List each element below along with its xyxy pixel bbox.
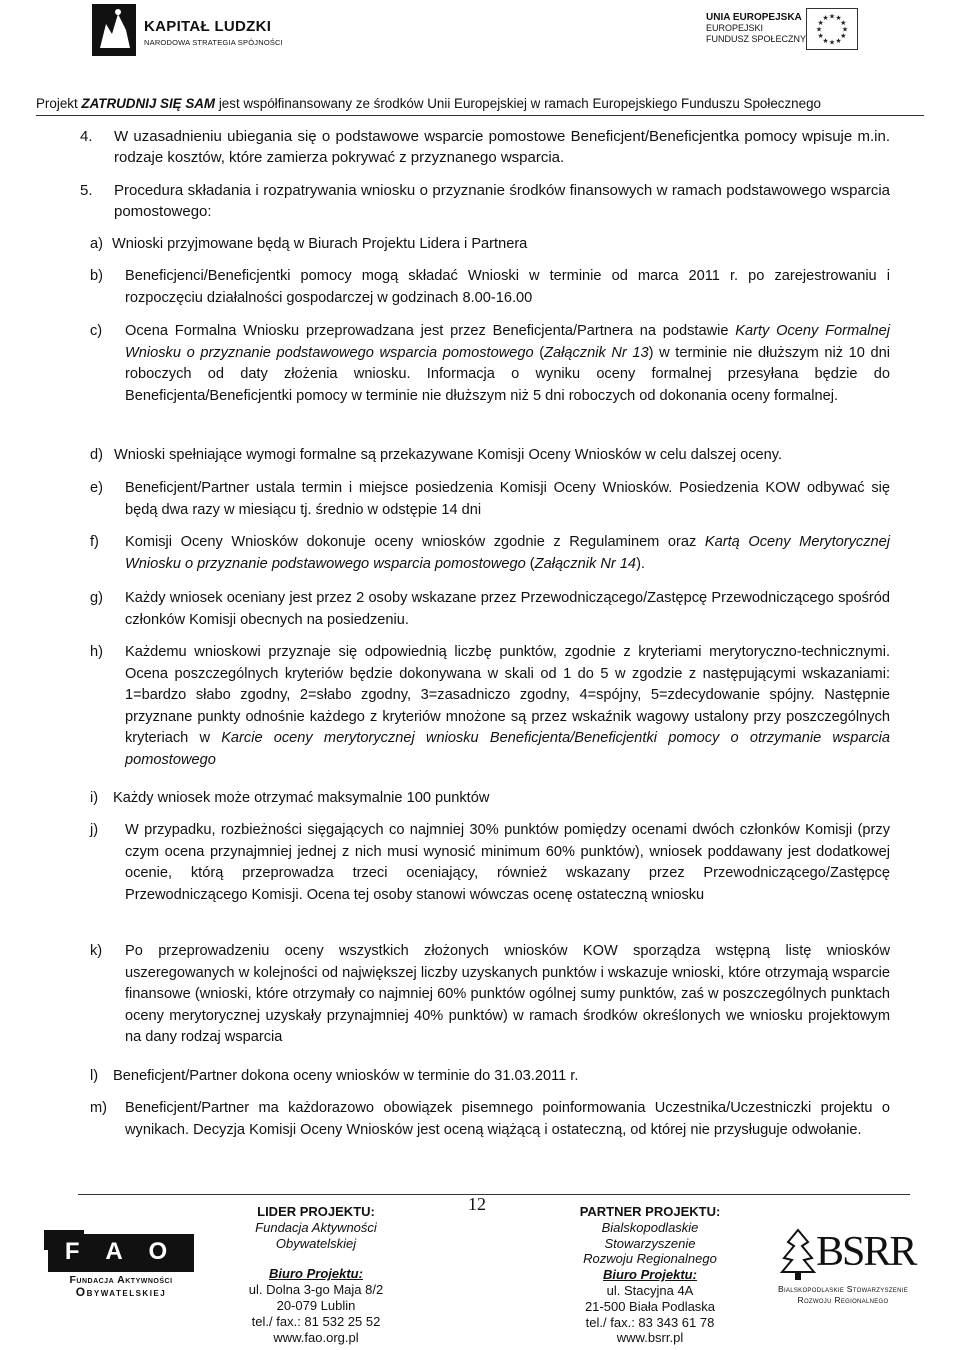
eu-line3: FUNDUSZ SPOŁECZNY — [706, 34, 807, 44]
kapital-ludzki-subtitle: NARODOWA STRATEGIA SPÓJNOŚCI — [144, 38, 283, 47]
item-text: Wnioski spełniające wymogi formalne są przekazywane Komisji Oceny Wniosków w celu dalszej oceny. — [114, 447, 783, 463]
c-italic-2: Załącznik Nr 13 — [544, 344, 649, 361]
eu-star-icon: ★ — [828, 13, 836, 21]
bsrr-line1: Bialskopodlaskie Stowarzyszenie — [777, 1284, 909, 1294]
partner-address-1: ul. Stacyjna 4A — [606, 1282, 694, 1298]
leader-info — [236, 1204, 396, 1345]
eu-star-icon: ★ — [828, 39, 836, 47]
eu-flag-icon — [806, 8, 858, 50]
item-label: e) — [90, 480, 103, 496]
partner-name-2: Stowarzyszenie — [604, 1235, 696, 1251]
paragraph-text: Procedura składania i rozpatrywania wniosku o przyznanie środków finansowych w ramach podstawowego wsparcia pomostowego: — [114, 182, 890, 220]
paragraph-text: W uzasadnieniu ubiegania się o podstawowe wsparcie pomostowe Beneficjent/Beneficjentka pomocy wpisuje m.in. rodzaje kosztów, które zamierza pokrywać z przyznanego wsparcia. — [114, 128, 890, 166]
list-item-a — [90, 234, 890, 256]
paragraph-5 — [80, 180, 890, 222]
list-item-h — [90, 642, 890, 771]
item-label: h) — [90, 644, 103, 660]
fao-letters: F A O — [64, 1238, 178, 1265]
c-text-3: ) w terminie nie dłuższym niż 10 dni roboczych od daty złożenia wniosku. Informacja o wyniku oceny formalnej przesyłana będzie do Beneficjenta/Beneficjentki pomocy w terminie nie dłuższym niż 5 dni roboczych od dokonania oceny formalnej. — [125, 344, 891, 404]
f-text-2: ( — [529, 555, 535, 572]
fao-caption — [44, 1274, 198, 1298]
partner-heading: PARTNER PROJEKTU: — [579, 1204, 721, 1219]
bsrr-logo — [768, 1222, 918, 1314]
item-label: k) — [90, 943, 103, 959]
item-label: g) — [90, 590, 103, 606]
list-item-e — [90, 478, 890, 521]
partner-website: www.bsrr.pl — [616, 1330, 684, 1346]
eu-logo — [706, 8, 866, 54]
item-label: f) — [90, 534, 99, 550]
partner-name-1: Bialskopodlaskie — [601, 1219, 699, 1235]
footer-rule — [78, 1194, 910, 1195]
leader-phone: tel./ fax.: 81 532 25 52 — [251, 1313, 381, 1329]
project-name: ZATRUDNIJ SIĘ SAM — [81, 96, 216, 111]
c-text-1: Ocena Formalna Wniosku przeprowadzana jest przez Beneficjenta/Partnera na podstawie — [125, 323, 729, 339]
eu-star-icon: ★ — [835, 15, 842, 23]
fao-line2: Obywatelskiej — [75, 1285, 167, 1299]
item-text — [90, 321, 890, 407]
page-number: 12 — [468, 1194, 486, 1214]
partner-info — [570, 1204, 730, 1346]
eu-star-icon: ★ — [840, 33, 847, 40]
list-item-k — [90, 941, 890, 1049]
c-italic-1: Karty Oceny Formalnej Wniosku o przyznanie podstawowego wsparcia pomostowego — [125, 323, 890, 361]
project-info-line — [36, 96, 821, 111]
item-label: i) — [90, 790, 99, 806]
header-rule — [36, 115, 924, 116]
partner-office: Biuro Projektu: — [603, 1267, 697, 1283]
item-text: Każdy wniosek oceniany jest przez 2 osoby wskazane przez Przewodniczącego/Zastępcę Przewodniczącego spośród członków Komisji obecnych na posiedzeniu. — [125, 590, 890, 628]
item-label: a) — [90, 236, 103, 252]
item-label: j) — [90, 822, 99, 838]
item-text: Po przeprowadzeniu oceny wszystkich złożonych wniosków KOW sporządza wstępną listę wniosków uszeregowanych w kolejności od największej liczby uzyskanych punktów i wskazuje wnioski, które otrzymają wsparcie finansowe (wnioski, które otrzymały co najmniej 60% punktów ogólnej sumy punktów, zaś w poszczególnych punktach oceny merytorycznej uzyskały przynajmniej 40% punktów) w ramach środków określonych we wniosku projektowym na dany rodzaj wsparcia — [125, 943, 890, 1045]
item-text: Beneficjent/Partner dokona oceny wniosków w terminie do 31.03.2011 r. — [113, 1068, 579, 1084]
eu-star-icon: ★ — [815, 26, 823, 34]
item-text: W przypadku, rozbieżności sięgających co najmniej 30% punktów pomiędzy ocenami dwóch członków Komisji (przy czym ocena przynajmniej jednej z nich musi wynosić minimum 60% punktów), wniosek poddawany jest dodatkowej ocenie, którą przeprowadza trzeci oceniający, również wskazany przez Przewodniczącego/Zastępcę Przewodniczącego Komisji. Ocena tej osoby stanowi wówczas ocenę ostateczną wniosku — [125, 822, 890, 903]
bsrr-letters: BSRR — [816, 1229, 916, 1275]
item-label: b) — [90, 268, 103, 284]
bsrr-caption — [768, 1284, 918, 1306]
item-number: 4. — [80, 128, 93, 145]
kapital-ludzki-logo — [92, 4, 283, 56]
leader-address-2: 20-079 Lublin — [276, 1297, 356, 1313]
h-text-1: Każdemu wnioskowi przyznaje się odpowiednią liczbę punktów, zgodnie z kryteriami merytoryczno-technicznymi. Ocena poszczególnych kryteriów będzie dokonywana w skali od 1 do 5 w zgodzie z następującymi wskazaniami: 1=bardzo słabo zgodny, 2=słabo zgodny, 3=zasadniczo zgodny, 4=spójny, 5=zdecydowanie spójny. Następnie przyznane punkty odnośnie każdego z kryteriów mnożone są przez wskaźnik wagowy ustalony przy poszczególnych kryteriach w — [125, 644, 890, 746]
h-italic-1: Karcie oceny merytorycznej wniosku Beneficjenta/Beneficjentki pomocy o otrzymanie wsparcia pomostowego — [125, 730, 890, 768]
leader-office: Biuro Projektu: — [269, 1266, 363, 1282]
eu-logo-text — [706, 12, 806, 45]
bsrr-line2: Rozwoju Regionalnego — [797, 1295, 889, 1305]
list-item-j — [90, 820, 890, 906]
list-item-g — [90, 588, 890, 631]
list-item-m — [90, 1098, 890, 1141]
partner-address-2: 21-500 Biała Podlaska — [584, 1298, 716, 1314]
kapital-ludzki-title: KAPITAŁ LUDZKI — [144, 18, 272, 35]
leader-address-1: ul. Dolna 3-go Maja 8/2 — [248, 1282, 384, 1298]
f-text-3: ). — [636, 555, 645, 572]
eu-star-icon: ★ — [840, 20, 847, 27]
eu-star-icon: ★ — [822, 15, 829, 23]
item-label: d) — [90, 447, 103, 463]
item-text: Beneficjent/Partner ustala termin i miejsce posiedzenia Komisji Oceny Wniosków. Posiedzenia KOW odbywać się będą dwa razy w miesiącu tj. średnio w odstępie 14 dni — [125, 480, 890, 518]
leader-name-2: Obywatelskiej — [275, 1235, 357, 1251]
leader-heading: LIDER PROJEKTU: — [257, 1204, 375, 1219]
item-label: c) — [90, 323, 103, 339]
eu-star-icon: ★ — [822, 37, 829, 45]
item-label: m) — [90, 1100, 108, 1116]
list-item-b — [90, 266, 890, 309]
leader-name-1: Fundacja Aktywności — [255, 1219, 377, 1235]
project-prefix: Projekt — [36, 96, 78, 111]
eu-star-icon: ★ — [835, 37, 842, 45]
item-number: 5. — [80, 182, 93, 199]
eu-star-icon: ★ — [817, 33, 824, 40]
f-text-1: Komisji Oceny Wniosków dokonuje oceny wniosków zgodnie z Regulaminem oraz — [125, 534, 697, 550]
fao-line1: Fundacja Aktywności — [69, 1274, 173, 1286]
c-text-2: ( — [539, 344, 545, 361]
item-text — [90, 642, 890, 771]
partner-name-3: Rozwoju Regionalnego — [583, 1251, 717, 1267]
f-italic-1: Kartą Oceny Merytorycznej Wniosku o przyznanie podstawowego wsparcia pomostowego — [125, 534, 890, 572]
eu-line2: EUROPEJSKI — [706, 23, 764, 33]
list-item-d — [90, 445, 890, 467]
item-text: Każdy wniosek może otrzymać maksymalnie 100 punktów — [113, 790, 490, 806]
list-item-c — [90, 321, 890, 407]
list-item-f — [90, 532, 890, 575]
item-label: l) — [90, 1068, 99, 1084]
eu-star-icon: ★ — [817, 20, 824, 27]
eu-star-icon: ★ — [841, 26, 849, 34]
paragraph-4 — [80, 126, 890, 168]
list-item-l — [90, 1066, 890, 1088]
item-text: Wnioski przyjmowane będą w Biurach Projektu Lidera i Partnera — [112, 236, 528, 252]
item-text: Beneficjenci/Beneficjentki pomocy mogą składać Wnioski w terminie od marca 2011 r. po zarejestrowaniu i rozpoczęciu działalności gospodarczej w godzinach 8.00-16.00 — [125, 268, 890, 306]
leader-website: www.fao.org.pl — [273, 1329, 359, 1345]
project-suffix: jest współfinansowany ze środków Unii Europejskiej w ramach Europejskiego Funduszu Społecznego — [218, 96, 821, 111]
f-italic-2: Załącznik Nr 14 — [534, 555, 637, 572]
item-text — [90, 532, 890, 575]
eu-line1: UNIA EUROPEJSKA — [706, 12, 802, 23]
item-text: Beneficjent/Partner ma każdorazowo obowiązek pisemnego poinformowania Uczestnika/Uczestniczki projektu o wynikach. Decyzja Komisji Oceny Wniosków jest oceną wiążącą i ostateczną, od której nie przysługuje odwołanie. — [125, 1100, 890, 1138]
kapital-ludzki-emblem-icon — [92, 4, 136, 56]
fao-logo — [44, 1230, 198, 1300]
partner-phone: tel./ fax.: 83 343 61 78 — [585, 1314, 715, 1330]
list-item-i — [90, 788, 890, 810]
